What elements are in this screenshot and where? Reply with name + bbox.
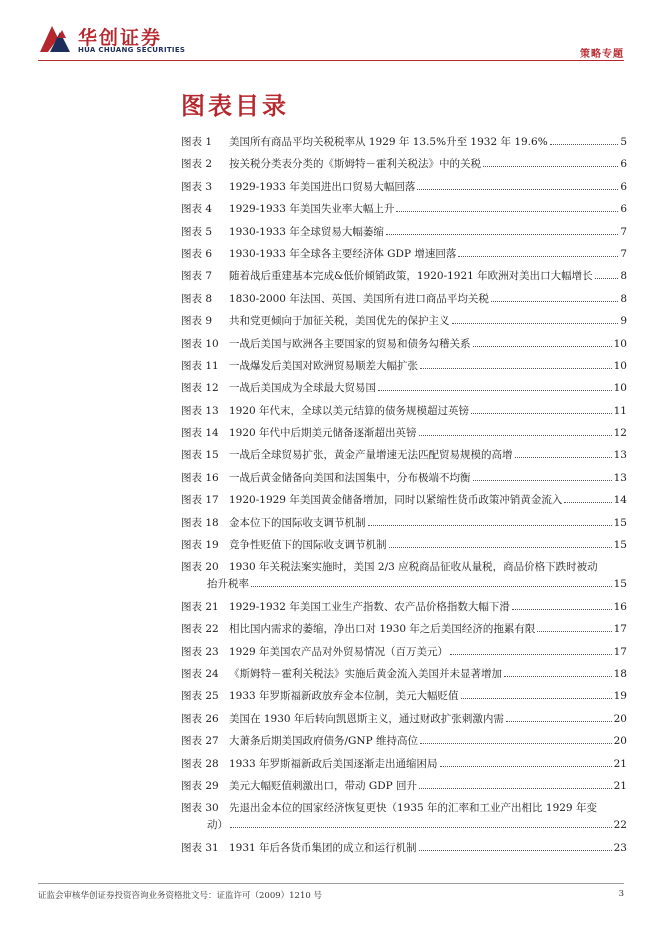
toc-entry-page: 20 <box>613 735 627 748</box>
toc-entry-label: 图表 9 <box>181 315 213 328</box>
toc-entry-title: 1933 年罗斯福新政放弃金本位制，美元大幅贬值 <box>229 690 459 703</box>
toc-entry[interactable] <box>181 425 627 447</box>
toc-entry-title: 相比国内需求的萎缩，净出口对 1930 年之后美国经济的拖累有限 <box>229 623 536 636</box>
toc-entry[interactable] <box>181 621 627 643</box>
dot-leader <box>419 435 612 436</box>
toc-entry-label: 图表 8 <box>181 292 213 305</box>
toc-entry-label: 图表 2 <box>181 158 213 171</box>
header-divider <box>38 60 624 61</box>
toc-entry-title: 《斯姆特－霍利关税法》实施后黄金流入美国并未显著增加 <box>229 667 502 680</box>
dot-leader <box>461 698 612 699</box>
section-label: 策略专题 <box>580 49 624 60</box>
toc-entry-title: 美国所有商品平均关税税率从 1929 年 13.5%升至 1932 年 19.6% <box>229 136 548 148</box>
toc-entry[interactable] <box>181 778 627 800</box>
toc-entry-title: 美元大幅贬值刺激出口，带动 GDP 回升 <box>229 779 418 792</box>
toc-entry-title: 竞争性贬值下的国际收支调节机制 <box>229 539 387 552</box>
toc-entry[interactable] <box>181 666 627 688</box>
dot-leader <box>471 413 612 414</box>
dot-leader <box>386 234 618 235</box>
toc-entry-page: 22 <box>613 819 627 832</box>
dot-leader <box>483 166 618 167</box>
toc-entry-title: 1830-2000 年法国、英国、美国所有进口商品平均关税 <box>229 292 489 305</box>
toc-entry[interactable] <box>181 492 627 514</box>
toc-entry[interactable] <box>181 358 627 380</box>
toc-entry-page: 7 <box>620 247 627 260</box>
toc-entry-label: 图表 16 <box>181 471 219 484</box>
toc-entry-page: 17 <box>613 645 627 658</box>
toc-entry-title: 一战后美国与欧洲各主要国家的贸易和债务勾稽关系 <box>229 337 471 350</box>
toc-entry-page: 14 <box>613 494 627 507</box>
toc-list <box>181 134 627 862</box>
toc-entry-title: 1929-1933 年美国进出口贸易大幅回落 <box>229 180 416 193</box>
toc-entry-page: 13 <box>613 449 627 462</box>
toc-entry-label: 图表 14 <box>181 427 219 440</box>
toc-entry[interactable] <box>181 711 627 733</box>
toc-entry-label: 图表 12 <box>181 382 219 395</box>
toc-entry[interactable] <box>181 336 627 358</box>
toc-entry-page: 5 <box>620 136 627 148</box>
toc-entry[interactable] <box>181 291 627 313</box>
toc-entry-title: 1929 年美国农产品对外贸易情况（百万美元） <box>229 645 449 658</box>
toc-entry-label: 图表 24 <box>181 667 219 680</box>
dot-leader <box>564 502 611 503</box>
footer-license: 证监会审核华创证券投资咨询业务资格批文号：证监许可（2009）1210 号 <box>38 891 322 901</box>
toc-entry-page: 18 <box>613 667 627 680</box>
toc-entry-label: 图表 15 <box>181 449 219 462</box>
toc-entry-label: 图表 3 <box>181 180 213 193</box>
dot-leader <box>458 256 618 257</box>
toc-entry-title: 1933 年罗斯福新政后美国逐渐走出通缩困局 <box>229 757 438 770</box>
toc-entry-title: 一战后全球贸易扩张，黄金产量增速无法匹配贸易规模的高增 <box>229 449 513 462</box>
toc-entry-page: 6 <box>620 158 627 171</box>
dot-leader <box>595 278 619 279</box>
page-header <box>0 0 662 62</box>
toc-entry-label: 图表 6 <box>181 247 213 260</box>
toc-entry[interactable] <box>181 224 627 246</box>
toc-title: 图表目录 <box>181 92 289 120</box>
dot-leader <box>420 743 612 744</box>
toc-entry-page: 15 <box>613 539 627 552</box>
toc-entry-label: 图表 11 <box>181 359 219 372</box>
huachuang-logo-icon <box>38 22 72 56</box>
toc-entry[interactable] <box>181 537 627 559</box>
dot-leader <box>515 457 612 458</box>
toc-entry-title: 1920-1929 年美国黄金储备增加，同时以紧缩性货币政策冲销黄金流入 <box>229 494 563 507</box>
dot-leader <box>473 346 612 347</box>
toc-entry-label: 图表 28 <box>181 757 219 770</box>
toc-entry-page: 16 <box>613 600 627 613</box>
page-number: 3 <box>618 889 624 899</box>
toc-entry-title: 美国在 1930 年后转向凯恩斯主义，通过财政扩张刺激内需 <box>229 712 504 725</box>
toc-entry-title-continued: 动） <box>207 819 228 832</box>
toc-entry-label: 图表 1 <box>181 136 213 148</box>
toc-entry[interactable] <box>181 559 627 598</box>
dot-leader <box>417 189 618 190</box>
dot-leader <box>420 368 612 369</box>
toc-entry[interactable] <box>181 134 627 156</box>
toc-entry[interactable] <box>181 644 627 666</box>
dot-leader <box>512 609 612 610</box>
toc-entry-label: 图表 7 <box>181 270 213 283</box>
dot-leader <box>251 586 612 587</box>
dot-leader <box>537 631 611 632</box>
toc-entry[interactable] <box>181 688 627 710</box>
toc-entry[interactable] <box>181 201 627 223</box>
dot-leader <box>440 766 612 767</box>
toc-entry-label: 图表 29 <box>181 779 219 792</box>
toc-entry-page: 20 <box>613 712 627 725</box>
dot-leader <box>368 525 612 526</box>
toc-entry-label: 图表 27 <box>181 735 219 748</box>
dot-leader <box>450 654 612 655</box>
toc-entry-title: 1930 年关税法案实施时，美国 2/3 应税商品征收从量税，商品价格下跌时被动 <box>229 561 598 574</box>
toc-entry[interactable] <box>181 313 627 335</box>
toc-entry-page: 23 <box>613 841 627 854</box>
toc-entry-label: 图表 31 <box>181 841 219 854</box>
toc-entry-page: 10 <box>613 359 627 372</box>
toc-entry[interactable] <box>181 246 627 268</box>
toc-entry-page: 10 <box>613 337 627 350</box>
toc-entry-title: 1930-1933 年全球贸易大幅萎缩 <box>229 225 384 238</box>
toc-entry-title: 1931 年后各货币集团的成立和运行机制 <box>229 841 417 854</box>
toc-entry[interactable] <box>181 733 627 755</box>
toc-entry-label: 图表 25 <box>181 690 219 703</box>
toc-entry-title: 1920 年代末，全球以美元结算的债务规模超过英镑 <box>229 404 470 417</box>
toc-entry-title: 金本位下的国际收支调节机制 <box>229 516 366 529</box>
toc-entry-page: 13 <box>613 471 627 484</box>
toc-entry-title: 先退出金本位的国家经济恢复更快（1935 年的汇率和工业产出相比 1929 年变 <box>229 802 597 815</box>
toc-entry[interactable] <box>181 179 627 201</box>
toc-entry-page: 17 <box>613 623 627 636</box>
dot-leader <box>550 144 619 145</box>
toc-entry[interactable] <box>181 268 627 290</box>
toc-entry[interactable] <box>181 800 627 839</box>
toc-entry-title: 1929-1932 年美国工业生产指数、农产品价格指数大幅下滑 <box>229 600 510 613</box>
toc-entry-label: 图表 23 <box>181 645 219 658</box>
toc-entry[interactable] <box>181 156 627 178</box>
toc-entry[interactable] <box>181 403 627 425</box>
toc-entry-label: 图表 26 <box>181 712 219 725</box>
toc-entry-title: 1929-1933 年美国失业率大幅上升 <box>229 203 395 216</box>
toc-entry-label: 图表 4 <box>181 203 213 216</box>
toc-entry-title: 1920 年代中后期美元储备逐渐超出英镑 <box>229 427 417 440</box>
toc-entry-title: 一战爆发后美国对欧洲贸易顺差大幅扩张 <box>229 359 418 372</box>
toc-entry-title: 随着战后重建基本完成&低价倾销政策，1920-1921 年欧洲对美出口大幅增长 <box>229 270 593 283</box>
dot-leader <box>506 721 612 722</box>
toc-entry-label: 图表 21 <box>181 600 219 613</box>
toc-entry-title: 共和党更倾向于加征关税，美国优先的保护主义 <box>229 315 450 328</box>
toc-entry-label: 图表 13 <box>181 404 219 417</box>
toc-entry-title: 一战后黄金储备向美国和法国集中，分布极端不均衡 <box>229 471 471 484</box>
logo-english-name: HUA CHUANG SECURITIES <box>78 46 186 54</box>
dot-leader <box>504 676 612 677</box>
toc-entry-label: 图表 20 <box>181 561 219 574</box>
toc-entry[interactable] <box>181 840 627 862</box>
dot-leader <box>230 827 612 828</box>
dot-leader <box>419 850 612 851</box>
toc-entry-page: 6 <box>620 203 627 216</box>
toc-entry-page: 7 <box>620 225 627 238</box>
toc-entry-page: 15 <box>613 578 627 591</box>
footer-divider <box>38 883 624 884</box>
toc-entry-page: 10 <box>613 382 627 395</box>
toc-entry-page: 12 <box>613 427 627 440</box>
dot-leader <box>396 211 618 212</box>
dot-leader <box>452 323 619 324</box>
toc-entry-page: 9 <box>620 315 627 328</box>
toc-entry-title: 1930-1933 年全球各主要经济体 GDP 增速回落 <box>229 247 457 260</box>
company-logo <box>38 22 186 58</box>
toc-entry-title: 按关税分类表分类的《斯姆特－霍利关税法》中的关税 <box>229 158 481 171</box>
toc-entry-title: 大萧条后期美国政府债务/GNP 维持高位 <box>229 735 419 748</box>
toc-entry-page: 21 <box>613 779 627 792</box>
toc-entry[interactable] <box>181 470 627 492</box>
toc-entry-label: 图表 10 <box>181 337 219 350</box>
toc-entry[interactable] <box>181 599 627 621</box>
toc-entry[interactable] <box>181 447 627 469</box>
toc-entry-label: 图表 30 <box>181 802 219 815</box>
toc-entry-page: 21 <box>613 757 627 770</box>
toc-entry-page: 8 <box>620 292 627 305</box>
toc-entry-label: 图表 5 <box>181 225 213 238</box>
toc-entry-page: 15 <box>613 516 627 529</box>
dot-leader <box>491 301 618 302</box>
dot-leader <box>473 480 612 481</box>
toc-entry-page: 11 <box>613 404 627 417</box>
toc-entry-label: 图表 19 <box>181 539 219 552</box>
toc-entry[interactable] <box>181 756 627 778</box>
toc-entry-page: 6 <box>620 180 627 193</box>
toc-entry-title: 一战后美国成为全球最大贸易国 <box>229 382 376 395</box>
logo-chinese-name: 华创证券 <box>78 27 163 49</box>
toc-entry-label: 图表 18 <box>181 516 219 529</box>
dot-leader <box>389 547 612 548</box>
toc-entry[interactable] <box>181 515 627 537</box>
toc-entry-page: 8 <box>620 270 627 283</box>
toc-entry-label: 图表 22 <box>181 623 219 636</box>
dot-leader <box>378 390 612 391</box>
toc-entry[interactable] <box>181 380 627 402</box>
toc-entry-page: 19 <box>613 690 627 703</box>
toc-entry-label: 图表 17 <box>181 494 219 507</box>
toc-entry-title-continued: 抬升税率 <box>207 578 249 591</box>
dot-leader <box>419 788 612 789</box>
